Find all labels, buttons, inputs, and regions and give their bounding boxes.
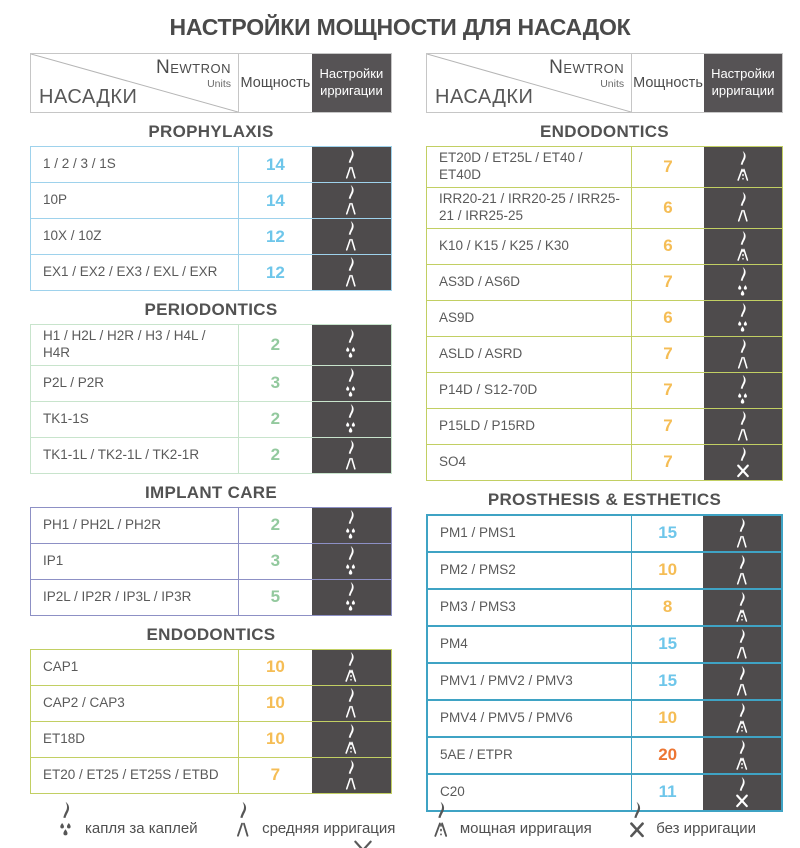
tip-row	[31, 218, 391, 254]
irrigation-legend	[0, 800, 800, 840]
power-value: 15	[631, 516, 703, 551]
irrigation-setting-cell	[703, 627, 781, 662]
tip-row	[31, 543, 391, 579]
medium-irrigation-icon	[338, 687, 364, 720]
tip-names: C20	[440, 783, 465, 799]
legend-label: мощная ирригация	[459, 820, 592, 837]
tip-names: PH1 / PH2L / PH2R	[43, 516, 162, 532]
tips-column-label: НАСАДКИ	[435, 86, 534, 108]
section-implant-care	[30, 483, 392, 616]
irrigation-setting-cell	[312, 686, 391, 721]
header-table	[426, 53, 783, 113]
power-value: 5	[238, 580, 312, 615]
section-endodontics	[426, 122, 783, 481]
drop-by-drop-irrigation-icon	[338, 509, 364, 542]
irrigation-setting-cell	[312, 508, 391, 543]
power-value: 6	[631, 301, 704, 336]
power-column-label: Мощность	[631, 54, 704, 112]
irrigation-setting-cell	[312, 255, 391, 290]
tip-names: P2L / P2R	[43, 374, 105, 390]
power-value: 7	[631, 409, 704, 444]
tip-names: P15LD / P15RD	[439, 417, 536, 433]
medium-irrigation-icon	[338, 184, 364, 217]
power-value: 3	[238, 544, 312, 579]
tip-row	[31, 254, 391, 290]
section-title: ENDODONTICS	[146, 624, 276, 644]
brand-block	[156, 58, 231, 90]
irrigation-column-label: Настройки ирригации	[704, 54, 782, 112]
power-value: 7	[631, 337, 704, 372]
table-columns	[30, 53, 800, 812]
cutoff-partial-icon	[352, 840, 374, 848]
brand-name: Newtron	[549, 57, 625, 78]
drop-by-drop-irrigation-icon	[730, 302, 756, 335]
section-endodontics	[30, 625, 392, 794]
power-value: 15	[631, 664, 703, 699]
tip-row	[427, 372, 782, 408]
tip-names: SO4	[439, 453, 467, 469]
brand-units: Units	[600, 77, 625, 90]
section-prophylaxis	[30, 122, 392, 291]
tip-row	[31, 325, 391, 365]
tip-names: ET18D	[43, 730, 86, 746]
drop-by-drop-irrigation-icon	[338, 328, 364, 361]
tip-row	[31, 182, 391, 218]
tip-row	[427, 187, 782, 228]
irrigation-setting-cell	[312, 438, 391, 473]
strong-irrigation-icon	[729, 591, 755, 624]
legend-item-none	[623, 800, 756, 840]
section-title: IMPLANT CARE	[144, 482, 278, 502]
tips-table	[426, 514, 783, 812]
legend-item-drop	[52, 800, 198, 840]
medium-irrigation-icon	[338, 148, 364, 181]
power-value: 10	[238, 686, 312, 721]
tip-names: PMV1 / PMV2 / PMV3	[440, 672, 573, 688]
power-value: 14	[238, 183, 312, 218]
tip-row	[31, 365, 391, 401]
irrigation-setting-cell	[312, 580, 391, 615]
tip-row	[31, 147, 391, 182]
tip-row	[427, 228, 782, 264]
irrigation-setting-cell	[312, 758, 391, 793]
header-diagonal-cell	[427, 54, 631, 112]
medium-irrigation-icon	[729, 628, 755, 661]
no-irrigation-icon	[623, 800, 651, 840]
tip-row	[427, 408, 782, 444]
tip-names: ET20 / ET25 / ET25S / ETBD	[43, 766, 219, 782]
right-sections-mount	[426, 122, 783, 812]
right-column	[426, 53, 783, 812]
irrigation-setting-cell	[704, 337, 782, 372]
irrigation-setting-cell	[312, 219, 391, 254]
irrigation-setting-cell	[704, 445, 782, 480]
tip-row	[428, 662, 781, 699]
tip-names: IP1	[43, 552, 64, 568]
tip-names: P14D / S12-70D	[439, 381, 538, 397]
page-title: НАСТРОЙКИ МОЩНОСТИ ДЛЯ НАСАДОК	[169, 14, 631, 40]
tip-names: CAP2 / CAP3	[43, 694, 125, 710]
tip-names: TK1-1S	[43, 410, 89, 426]
drop-by-drop-irrigation-icon	[338, 403, 364, 436]
brand-units: Units	[207, 77, 231, 90]
power-value: 12	[238, 255, 312, 290]
power-value: 12	[238, 219, 312, 254]
medium-irrigation-icon	[730, 410, 756, 443]
legend-label: капля за каплей	[85, 820, 198, 837]
power-value: 7	[631, 373, 704, 408]
tips-table	[30, 649, 392, 794]
power-value: 6	[631, 188, 704, 228]
tip-names: PM2 / PMS2	[440, 561, 516, 577]
header-diagonal-cell	[31, 54, 238, 112]
drop-by-drop-irrigation-icon	[338, 581, 364, 614]
brand-name: Newtron	[156, 57, 231, 78]
drop-by-drop-irrigation-icon	[730, 266, 756, 299]
legend-label: средняя ирригация	[262, 820, 396, 837]
tip-names: EX1 / EX2 / EX3 / EXL / EXR	[43, 264, 218, 280]
no-irrigation-icon	[730, 446, 756, 479]
medium-irrigation-icon	[229, 800, 257, 840]
tip-row	[427, 300, 782, 336]
irrigation-setting-cell	[703, 553, 781, 588]
irrigation-setting-cell	[312, 722, 391, 757]
drop-by-drop-irrigation-icon	[730, 374, 756, 407]
drop-by-drop-irrigation-icon	[338, 545, 364, 578]
power-value: 11	[631, 775, 703, 810]
section-title: PROSTHESIS & ESTHETICS	[487, 489, 722, 509]
power-value: 7	[631, 445, 704, 480]
left-column	[30, 53, 392, 794]
tip-row	[428, 588, 781, 625]
tip-names: ET20D / ET25L / ET40 / ET40D	[439, 150, 583, 182]
medium-irrigation-icon	[730, 338, 756, 371]
section-periodontics	[30, 300, 392, 474]
tip-row	[427, 147, 782, 187]
irrigation-setting-cell	[703, 701, 781, 736]
irrigation-setting-cell	[312, 544, 391, 579]
tip-row	[428, 516, 781, 551]
tip-names: 1 / 2 / 3 / 1S	[43, 156, 116, 172]
medium-irrigation-icon	[729, 517, 755, 550]
tip-names: H1 / H2L / H2R / H3 / H4L / H4R	[43, 328, 206, 360]
section-title: PROPHYLAXIS	[148, 122, 274, 141]
irrigation-setting-cell	[312, 650, 391, 685]
irrigation-setting-cell	[704, 373, 782, 408]
tip-row	[428, 736, 781, 773]
drop-by-drop-irrigation-icon	[338, 367, 364, 400]
irrigation-setting-cell	[312, 402, 391, 437]
tip-names: K10 / K15 / K25 / K30	[439, 237, 569, 253]
tips-table	[426, 146, 783, 481]
power-value: 7	[631, 265, 704, 300]
irrigation-setting-cell	[703, 664, 781, 699]
tip-names: TK1-1L / TK2-1L / TK2-1R	[43, 446, 200, 462]
medium-irrigation-icon	[338, 759, 364, 792]
left-sections-mount	[30, 122, 392, 794]
tip-names: IP2L / IP2R / IP3L / IP3R	[43, 588, 192, 604]
strong-irrigation-icon	[338, 651, 364, 684]
power-value: 14	[238, 147, 312, 182]
strong-irrigation-icon	[729, 702, 755, 735]
power-value: 7	[238, 758, 312, 793]
power-value: 7	[631, 147, 704, 187]
irrigation-setting-cell	[704, 188, 782, 228]
power-value: 2	[238, 402, 312, 437]
irrigation-setting-cell	[703, 738, 781, 773]
tip-names: 10X / 10Z	[43, 228, 102, 244]
power-value: 3	[238, 366, 312, 401]
drop-by-drop-irrigation-icon	[52, 800, 80, 840]
tip-row	[31, 401, 391, 437]
irrigation-setting-cell	[704, 409, 782, 444]
medium-irrigation-icon	[730, 191, 756, 224]
power-value: 2	[238, 438, 312, 473]
medium-irrigation-icon	[729, 554, 755, 587]
power-value: 20	[631, 738, 703, 773]
irrigation-setting-cell	[704, 265, 782, 300]
irrigation-setting-cell	[704, 147, 782, 187]
irrigation-setting-cell	[312, 147, 391, 182]
medium-irrigation-icon	[338, 256, 364, 289]
tip-names: AS3D / AS6D	[439, 273, 521, 289]
power-column-label: Мощность	[238, 54, 312, 112]
irrigation-column-label: Настройки ирригации	[312, 54, 391, 112]
legend-label: без ирригации	[656, 820, 756, 837]
tips-table	[30, 507, 392, 616]
tip-row	[31, 437, 391, 473]
tip-row	[31, 757, 391, 793]
legend-item-strong	[427, 800, 592, 840]
strong-irrigation-icon	[729, 739, 755, 772]
tip-names: CAP1	[43, 658, 79, 674]
tip-row	[428, 551, 781, 588]
medium-irrigation-icon	[338, 439, 364, 472]
tip-row	[428, 625, 781, 662]
tips-column-label: НАСАДКИ	[39, 86, 138, 108]
power-value: 10	[631, 553, 703, 588]
irrigation-setting-cell	[703, 590, 781, 625]
tip-names: PM3 / PMS3	[440, 598, 516, 614]
irrigation-setting-cell	[704, 301, 782, 336]
tip-row	[427, 444, 782, 480]
tip-row	[31, 508, 391, 543]
strong-irrigation-icon	[338, 723, 364, 756]
irrigation-setting-cell	[703, 516, 781, 551]
tip-names: ASLD / ASRD	[439, 345, 523, 361]
brand-block	[549, 58, 624, 90]
power-value: 15	[631, 627, 703, 662]
power-value: 10	[631, 701, 703, 736]
medium-irrigation-icon	[338, 220, 364, 253]
section-title: PERIODONTICS	[144, 300, 278, 319]
strong-irrigation-icon	[427, 800, 455, 840]
tip-row	[427, 336, 782, 372]
tip-names: 10P	[43, 192, 68, 208]
tip-names: PM4	[440, 635, 468, 651]
tip-row	[31, 721, 391, 757]
tip-row	[31, 579, 391, 615]
tips-table	[30, 324, 392, 474]
tip-row	[428, 699, 781, 736]
power-value: 6	[631, 229, 704, 264]
strong-irrigation-icon	[730, 150, 756, 183]
tip-names: PM1 / PMS1	[440, 524, 516, 540]
irrigation-setting-cell	[312, 325, 391, 365]
irrigation-setting-cell	[312, 183, 391, 218]
tip-names: 5AE / ETPR	[440, 746, 513, 762]
tip-row	[31, 685, 391, 721]
tip-names: AS9D	[439, 309, 475, 325]
tips-table	[30, 146, 392, 291]
tip-row	[31, 650, 391, 685]
irrigation-setting-cell	[312, 366, 391, 401]
header-table	[30, 53, 392, 113]
power-value: 8	[631, 590, 703, 625]
medium-irrigation-icon	[729, 665, 755, 698]
strong-irrigation-icon	[730, 230, 756, 263]
tip-names: IRR20-21 / IRR20-25 / IRR25-21 / IRR25-25	[439, 190, 620, 223]
section-title: ENDODONTICS	[540, 122, 669, 141]
power-value: 2	[238, 508, 312, 543]
power-value: 10	[238, 722, 312, 757]
irrigation-setting-cell	[704, 229, 782, 264]
section-prosthesis-esthetics	[426, 490, 783, 812]
power-value: 10	[238, 650, 312, 685]
tip-row	[427, 264, 782, 300]
tip-names: PMV4 / PMV5 / PMV6	[440, 709, 573, 725]
power-value: 2	[238, 325, 312, 365]
legend-item-medium	[229, 800, 395, 840]
